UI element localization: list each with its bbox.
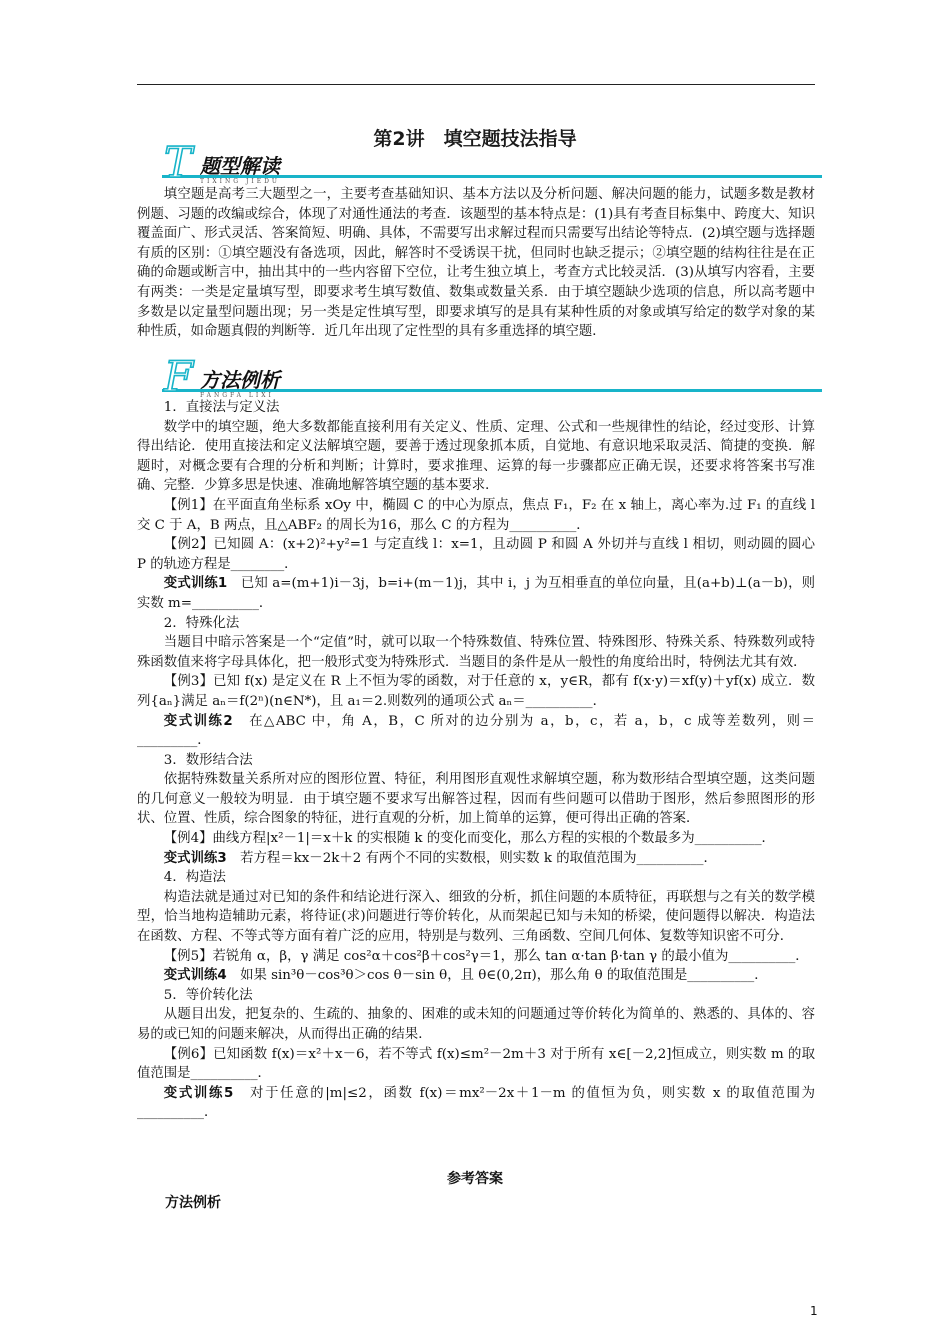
banner-subtitle: TIXING JIEDU (200, 178, 280, 185)
example-4: 【例4】曲线方程|x²－1|＝x＋k 的实根随 k 的变化而变化，那么方程的实根的个数最多为__________． (163, 831, 775, 847)
variant-2 (137, 712, 815, 751)
banner-label: 题型解读 (200, 154, 280, 178)
variant-4 (137, 966, 815, 986)
method-body: 数学中的填空题，绝大多数都能直接利用有关定义、性质、定理、公式和一些规律性的结论，经过变形、计算得出结论．使用直接法和定义法解填空题，要善于透过现象抓本质，自觉地、有意识地采取灵活、简捷的变换．解题时，对概念要有合理的分析和判断；计算时，要求推理、运算的每一步骤都应正确无误，还要求将答案书写准确、完整．少算多思是快速、准确地解答填空题的基本要求． (137, 419, 815, 494)
intro-paragraph: 填空题是高考三大题型之一，主要考查基础知识、基本方法以及分析问题、解决问题的能力，试题多数是教材例题、习题的改编或综合，体现了对通性通法的考查．该题型的基本特点是：(1)具有考查目标集中、跨度大、知识覆盖面广、形式灵活、答案简短、明确、具体，不需要写出求解过程而只需要写出结论等特点．(2)填空题与选择题有质的区别：①填空题没有备选项，因此，解答时不受诱误干扰，但同时也缺乏提示；②填空题的结构往往是在正确的命题或断言中，抽出其中的一些内容留下空位，让考生独立填上，考查方式比较灵活．(3)从填写内容看，主要有两类：一类是定量填写型，即要求考生填写数值、数集或数量关系．由于填空题缺少选项的信息，所以高考题中多数是以定量型问题出现；另一类是定性填写型，即要求填写的是具有某种性质的对象或填写给定的数学对象的某种性质，如命题真假的判断等．近几年出现了定性型的具有多重选择的填空题． (137, 187, 815, 340)
method-body: 构造法就是通过对已知的条件和结论进行深入、细致的分析，抓住问题的本质特征，再联想与之有关的数学模型，恰当地构造辅助元素，将待证(求)问题进行等价转化，从而架起已知与未知的桥梁，使问题得以解决．构造法在函数、方程、不等式等方面有着广泛的应用，特别是与数列、三角函数、空间几何体、复数等知识密不可分． (137, 889, 815, 945)
example-2: 【例2】已知圆 A：(x+2)²+y²=1 与定直线 l：x=1，且动圆 P 和圆 A 外切并与直线 l 相切，则动圆的圆心 P 的轨迹方程是________． (137, 537, 815, 572)
method-heading: 4．构造法 (163, 870, 226, 886)
method-body: 当题目中暗示答案是一个“定值”时，就可以取一个特殊数值、特殊位置、特殊图形、特殊关系、特殊数列或特殊函数值来将字母具体化，把一般形式变为特殊形式．当题目的条件是从一般性的角度给出时，特例法尤其有效． (137, 635, 815, 670)
banner-label: 方法例析 (200, 368, 280, 392)
example-3: 【例3】已知 f(x) 是定义在 R 上不恒为零的函数，对于任意的 x，y∈R，都有 f(x·y)＝xf(y)＋yf(x) 成立．数列{aₙ}满足 aₙ＝f(2ⁿ)(n∈N*)，且 a₁＝2.则数列的通项公式 aₙ＝__________． (137, 674, 815, 709)
variant-label: 变式训练2 (163, 713, 233, 729)
variant-text: 已知 a=(m+1)i－3j，b=i+(m－1)j，其中 i，j 为互相垂直的单位向量，且(a+b)⊥(a－b)，则实数 m=__________． (137, 576, 815, 611)
banner-letter: T (164, 138, 193, 187)
section-banner-fangfa (140, 352, 820, 401)
method-heading: 1．直接法与定义法 (163, 400, 280, 415)
variant-label: 变式训练4 (163, 968, 227, 984)
variant-1 (137, 574, 815, 613)
intro-block (137, 185, 815, 342)
top-rule (137, 84, 815, 85)
variant-5 (137, 1084, 815, 1123)
page-title: 第2讲 填空题技法指导 (373, 128, 577, 150)
example-1: 【例1】在平面直角坐标系 xOy 中，椭圆 C 的中心为原点，焦点 F₁，F₂ 在 x 轴上，离心率为.过 F₁ 的直线 l 交 C 于 A，B 两点，且△ABF₂ 的周长为16，那么 C 的方程为__________． (137, 497, 815, 533)
variant-3 (137, 849, 815, 869)
method-heading: 2．特殊化法 (163, 615, 240, 631)
variant-text: 对于任意的|m|≤2，函数 f(x)＝mx²－2x＋1－m 的值恒为负，则实数 x 的取值范围为__________． (137, 1085, 815, 1121)
example-6: 【例6】已知函数 f(x)＝x²＋x－6，若不等式 f(x)≤m²－2m＋3 对于所有 x∈[－2,2]恒成立，则实数 m 的取值范围是__________． (137, 1046, 815, 1082)
method-heading: 5．等价转化法 (163, 987, 253, 1003)
variant-text: 如果 sin³θ－cos³θ＞cos θ－sin θ，且 θ∈(0,2π)，那么角 θ 的取值范围是__________． (226, 968, 768, 984)
banner-subtitle: FANGFA LIXI (200, 392, 274, 399)
variant-label: 变式训练5 (163, 1085, 234, 1101)
method-body: 依据特殊数量关系所对应的图形位置、特征，利用图形直观性求解填空题，称为数形结合型填空题，这类问题的几何意义一般较为明显．由于填空题不要求写出解答过程，因而有些问题可以借助于图形，然后参照图形的形状、位置、性质，综合图象的特征，进行直观的分析，加上简单的运算，便可得出正确的答案． (137, 772, 815, 827)
method-body: 从题目出发，把复杂的、生疏的、抽象的、困难的或未知的问题通过等价转化为简单的、熟悉的、具体的、容易的或已知的问题来解决，从而得出正确的结果． (137, 1007, 815, 1042)
answers-subheading: 方法例析 (165, 1195, 221, 1211)
variant-text: 若方程＝kx－2k＋2 有两个不同的实数根，则实数 k 的取值范围为__________． (226, 850, 717, 866)
methods-block (137, 398, 815, 1123)
variant-label: 变式训练1 (163, 576, 228, 592)
method-heading: 3．数形结合法 (163, 752, 253, 768)
answers-heading: 参考答案 (447, 1171, 503, 1187)
example-5: 【例5】若锐角 α，β，γ 满足 cos²α＋cos²β＋cos²γ＝1，那么 tan α·tan β·tan γ 的最小值为__________． (163, 948, 809, 964)
banner-letter: F (164, 352, 194, 401)
variant-label: 变式训练3 (163, 850, 227, 866)
page-number: 1 (810, 1304, 818, 1318)
variant-text: 在△ABC 中，角 A，B，C 所对的边分别为 a，b，c，若 a，b，c 成等差数列，则＝_________． (137, 713, 815, 749)
